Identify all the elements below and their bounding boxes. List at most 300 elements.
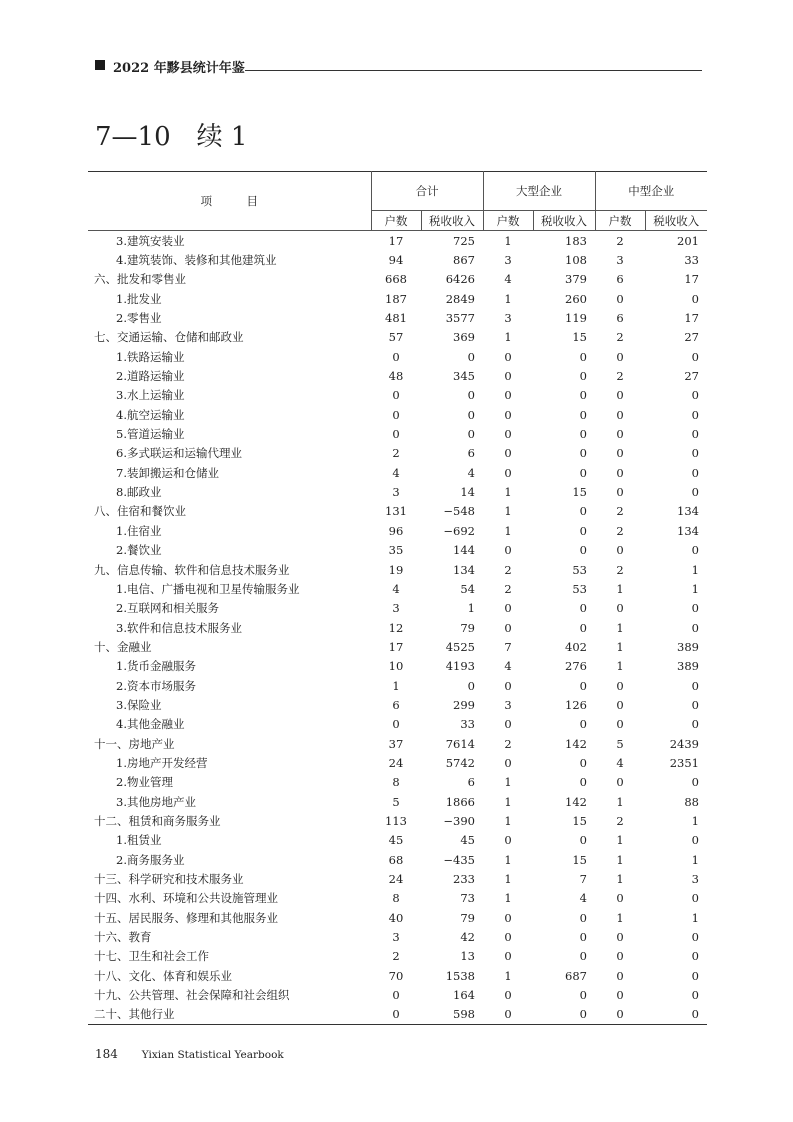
- cell-large-households: 1: [504, 523, 512, 538]
- table-row: [88, 308, 707, 327]
- cell-total-tax: 725: [453, 233, 475, 248]
- cell-medium-households: 6: [616, 272, 624, 287]
- row-label: 十九、公共管理、社会保障和社会组织: [94, 988, 290, 1003]
- table-row: [88, 405, 707, 424]
- cell-medium-tax: 0: [691, 697, 699, 712]
- cell-medium-households: 2: [616, 813, 624, 828]
- row-label: 七、交通运输、仓储和邮政业: [94, 330, 244, 345]
- table-row: [88, 792, 707, 811]
- cell-total-households: 1: [392, 678, 400, 693]
- cell-total-tax: 0: [467, 388, 475, 403]
- row-label: 1.住宿业: [116, 523, 162, 538]
- row-label: 1.批发业: [116, 291, 162, 306]
- cell-total-households: 187: [385, 291, 407, 306]
- page-footer: [95, 1047, 284, 1061]
- table-row: [88, 947, 707, 966]
- cell-large-households: 0: [504, 427, 512, 442]
- table-row: [88, 850, 707, 869]
- cell-total-households: 0: [392, 1007, 400, 1022]
- cell-large-tax: 0: [579, 678, 587, 693]
- cell-total-households: 35: [388, 543, 404, 558]
- cell-total-tax: −692: [443, 523, 475, 538]
- cell-total-tax: 7614: [445, 736, 475, 751]
- cell-medium-households: 0: [616, 968, 624, 983]
- column-header-large: 大型企业: [483, 172, 595, 211]
- cell-large-tax: 0: [579, 1007, 587, 1022]
- cell-medium-tax: 0: [691, 968, 699, 983]
- cell-large-households: 2: [504, 562, 512, 577]
- cell-medium-households: 0: [616, 446, 624, 461]
- cell-large-tax: 126: [565, 697, 587, 712]
- cell-medium-households: 1: [616, 794, 624, 809]
- cell-medium-tax: 0: [691, 717, 699, 732]
- cell-medium-tax: 1: [691, 910, 699, 925]
- table-row: [88, 289, 707, 308]
- cell-medium-households: 2: [616, 369, 624, 384]
- cell-large-households: 4: [504, 659, 512, 674]
- cell-total-households: 0: [392, 427, 400, 442]
- table-row: [88, 502, 707, 521]
- row-label: 3.水上运输业: [116, 388, 185, 403]
- cell-medium-households: 0: [616, 678, 624, 693]
- cell-medium-households: 0: [616, 485, 624, 500]
- cell-large-tax: 0: [579, 833, 587, 848]
- cell-total-households: 0: [392, 988, 400, 1003]
- table-title: 7—10 续 1: [95, 122, 248, 152]
- table-row: [88, 250, 707, 269]
- cell-total-tax: 299: [453, 697, 475, 712]
- table-row: [88, 985, 707, 1004]
- table-row: [88, 366, 707, 385]
- cell-large-households: 0: [504, 407, 512, 422]
- cell-large-households: 1: [504, 233, 512, 248]
- table-row: [88, 579, 707, 598]
- table-row: [88, 637, 707, 656]
- table-row: [88, 715, 707, 734]
- cell-large-households: 0: [504, 465, 512, 480]
- cell-total-tax: 6: [467, 775, 475, 790]
- cell-large-tax: 0: [579, 988, 587, 1003]
- table-row: [88, 927, 707, 946]
- cell-medium-tax: 27: [684, 369, 699, 384]
- row-label: 2.互联网和相关服务: [116, 601, 219, 616]
- cell-medium-tax: 0: [691, 775, 699, 790]
- row-label: 2.资本市场服务: [116, 678, 196, 693]
- cell-medium-households: 1: [616, 639, 624, 654]
- cell-large-households: 0: [504, 349, 512, 364]
- row-label: 八、住宿和餐饮业: [94, 504, 186, 519]
- cell-total-households: 19: [388, 562, 404, 577]
- cell-medium-tax: 0: [691, 930, 699, 945]
- cell-medium-households: 0: [616, 1007, 624, 1022]
- cell-large-households: 0: [504, 988, 512, 1003]
- row-label: 六、批发和零售业: [94, 272, 186, 287]
- cell-medium-households: 1: [616, 852, 624, 867]
- cell-medium-tax: 3: [691, 872, 699, 887]
- header-rule: [245, 70, 702, 71]
- cell-medium-households: 1: [616, 910, 624, 925]
- cell-large-tax: 260: [565, 291, 587, 306]
- cell-total-tax: 0: [467, 349, 475, 364]
- cell-medium-tax: 389: [677, 639, 699, 654]
- cell-large-households: 0: [504, 388, 512, 403]
- column-header-medium: 中型企业: [595, 172, 707, 211]
- cell-medium-households: 0: [616, 930, 624, 945]
- row-label: 十二、租赁和商务服务业: [94, 813, 221, 828]
- cell-large-households: 1: [504, 485, 512, 500]
- cell-large-households: 1: [504, 968, 512, 983]
- cell-total-tax: 164: [453, 988, 475, 1003]
- row-label: 4.其他金融业: [116, 717, 185, 732]
- cell-medium-tax: 2439: [669, 736, 699, 751]
- cell-total-households: 94: [388, 253, 404, 268]
- cell-large-households: 1: [504, 794, 512, 809]
- cell-medium-households: 0: [616, 775, 624, 790]
- cell-large-households: 1: [504, 330, 512, 345]
- cell-large-households: 0: [504, 755, 512, 770]
- cell-medium-households: 2: [616, 523, 624, 538]
- table-row: [88, 347, 707, 366]
- cell-medium-households: 0: [616, 427, 624, 442]
- cell-total-households: 48: [388, 369, 404, 384]
- cell-total-households: 668: [385, 272, 407, 287]
- cell-total-households: 2: [392, 949, 400, 964]
- cell-total-tax: 54: [460, 581, 475, 596]
- cell-large-tax: 142: [565, 794, 587, 809]
- cell-large-tax: 379: [565, 272, 587, 287]
- cell-total-tax: 369: [453, 330, 475, 345]
- row-label: 2.商务服务业: [116, 852, 185, 867]
- table-row: [88, 560, 707, 579]
- table-row: [88, 618, 707, 637]
- cell-medium-households: 0: [616, 349, 624, 364]
- cell-large-tax: 0: [579, 369, 587, 384]
- cell-medium-tax: 0: [691, 949, 699, 964]
- row-label: 3.建筑安装业: [116, 233, 185, 248]
- cell-large-households: 0: [504, 678, 512, 693]
- cell-large-households: 3: [504, 311, 512, 326]
- cell-total-tax: 867: [453, 253, 475, 268]
- cell-large-tax: 4: [579, 891, 587, 906]
- cell-large-tax: 15: [572, 330, 587, 345]
- cell-large-tax: 183: [565, 233, 587, 248]
- cell-medium-tax: 0: [691, 891, 699, 906]
- cell-medium-tax: 0: [691, 988, 699, 1003]
- row-label: 十八、文化、体育和娱乐业: [94, 968, 232, 983]
- cell-total-tax: 1538: [445, 968, 475, 983]
- row-label: 1.铁路运输业: [116, 349, 185, 364]
- cell-total-households: 3: [392, 485, 400, 500]
- cell-medium-households: 0: [616, 949, 624, 964]
- cell-medium-tax: 0: [691, 833, 699, 848]
- cell-total-households: 68: [388, 852, 404, 867]
- cell-medium-tax: 0: [691, 388, 699, 403]
- cell-total-tax: 42: [460, 930, 475, 945]
- cell-total-households: 4: [392, 465, 400, 480]
- table-row: [88, 386, 707, 405]
- cell-medium-households: 3: [616, 253, 624, 268]
- row-label: 十、金融业: [94, 639, 152, 654]
- cell-large-households: 0: [504, 601, 512, 616]
- cell-medium-tax: 0: [691, 427, 699, 442]
- cell-total-households: 2: [392, 446, 400, 461]
- cell-large-tax: 0: [579, 949, 587, 964]
- table-row: [88, 270, 707, 289]
- cell-total-households: 17: [388, 639, 404, 654]
- header-square-icon: [95, 60, 105, 70]
- cell-medium-tax: 1: [691, 852, 699, 867]
- cell-total-tax: 79: [460, 620, 475, 635]
- cell-large-tax: 0: [579, 388, 587, 403]
- table-row: [88, 482, 707, 501]
- table-row: [88, 463, 707, 482]
- cell-large-tax: 0: [579, 523, 587, 538]
- cell-medium-tax: 27: [684, 330, 699, 345]
- cell-large-households: 1: [504, 813, 512, 828]
- cell-large-tax: 0: [579, 910, 587, 925]
- row-label: 3.其他房地产业: [116, 794, 196, 809]
- cell-medium-tax: 0: [691, 465, 699, 480]
- cell-medium-households: 0: [616, 388, 624, 403]
- table-row: [88, 753, 707, 772]
- row-label: 1.房地产开发经营: [116, 755, 208, 770]
- cell-large-households: 0: [504, 543, 512, 558]
- column-header-item: 项 目: [88, 172, 371, 231]
- cell-medium-tax: 0: [691, 407, 699, 422]
- table-row: [88, 521, 707, 540]
- cell-total-households: 40: [388, 910, 404, 925]
- cell-medium-tax: 0: [691, 446, 699, 461]
- subheader-tax-revenue: 税收收入: [533, 211, 595, 231]
- table-row: [88, 695, 707, 714]
- cell-medium-households: 2: [616, 233, 624, 248]
- cell-medium-households: 0: [616, 988, 624, 1003]
- cell-large-households: 0: [504, 1007, 512, 1022]
- cell-large-tax: 0: [579, 620, 587, 635]
- cell-large-tax: 0: [579, 775, 587, 790]
- cell-large-tax: 119: [565, 311, 587, 326]
- cell-total-tax: −548: [443, 504, 475, 519]
- cell-total-households: 113: [385, 813, 407, 828]
- cell-total-tax: 5742: [445, 755, 475, 770]
- cell-large-households: 3: [504, 253, 512, 268]
- cell-large-households: 2: [504, 736, 512, 751]
- cell-large-households: 0: [504, 717, 512, 732]
- cell-large-tax: 0: [579, 543, 587, 558]
- cell-medium-tax: 0: [691, 291, 699, 306]
- table-row: [88, 231, 707, 251]
- row-label: 3.保险业: [116, 697, 162, 712]
- cell-medium-tax: 1: [691, 562, 699, 577]
- subheader-households: 户数: [595, 211, 645, 231]
- cell-medium-households: 0: [616, 601, 624, 616]
- cell-total-households: 8: [392, 891, 400, 906]
- cell-large-tax: 53: [572, 581, 587, 596]
- cell-medium-tax: 1: [691, 813, 699, 828]
- cell-total-tax: 6: [467, 446, 475, 461]
- cell-total-tax: −390: [443, 813, 475, 828]
- cell-large-tax: 0: [579, 407, 587, 422]
- cell-total-tax: 345: [453, 369, 475, 384]
- row-label: 2.餐饮业: [116, 543, 162, 558]
- row-label: 8.邮政业: [116, 485, 162, 500]
- cell-total-households: 3: [392, 601, 400, 616]
- row-label: 十四、水利、环境和公共设施管理业: [94, 891, 278, 906]
- cell-large-tax: 687: [565, 968, 587, 983]
- table-row: [88, 328, 707, 347]
- cell-total-households: 57: [388, 330, 404, 345]
- cell-large-tax: 0: [579, 504, 587, 519]
- table-row: [88, 966, 707, 985]
- cell-large-tax: 0: [579, 427, 587, 442]
- row-label: 3.软件和信息技术服务业: [116, 620, 242, 635]
- cell-medium-households: 1: [616, 833, 624, 848]
- table-row: [88, 444, 707, 463]
- cell-total-tax: 0: [467, 678, 475, 693]
- table-row: [88, 424, 707, 443]
- cell-total-households: 5: [392, 794, 400, 809]
- cell-large-tax: 142: [565, 736, 587, 751]
- cell-medium-households: 0: [616, 291, 624, 306]
- data-table: [88, 171, 707, 1025]
- cell-total-households: 8: [392, 775, 400, 790]
- cell-medium-tax: 33: [684, 253, 699, 268]
- cell-total-tax: 0: [467, 407, 475, 422]
- cell-medium-households: 1: [616, 872, 624, 887]
- cell-total-tax: 134: [453, 562, 475, 577]
- cell-large-households: 0: [504, 949, 512, 964]
- cell-medium-households: 1: [616, 620, 624, 635]
- cell-large-households: 0: [504, 930, 512, 945]
- cell-total-households: 0: [392, 717, 400, 732]
- cell-large-tax: 7: [579, 872, 587, 887]
- page-number: 184: [95, 1047, 118, 1061]
- cell-total-households: 0: [392, 388, 400, 403]
- cell-large-households: 2: [504, 581, 512, 596]
- cell-total-households: 131: [385, 504, 407, 519]
- cell-total-tax: 233: [453, 872, 475, 887]
- row-label: 2.零售业: [116, 311, 162, 326]
- cell-total-households: 0: [392, 349, 400, 364]
- table-row: [88, 541, 707, 560]
- cell-total-tax: 2849: [445, 291, 475, 306]
- row-label: 1.货币金融服务: [116, 659, 196, 674]
- cell-total-households: 10: [388, 659, 404, 674]
- cell-large-tax: 15: [572, 813, 587, 828]
- row-label: 1.电信、广播电视和卫星传输服务业: [116, 581, 300, 596]
- cell-medium-households: 1: [616, 581, 624, 596]
- cell-total-households: 45: [388, 833, 404, 848]
- table-row: [88, 869, 707, 888]
- table-row: [88, 831, 707, 850]
- cell-large-tax: 276: [565, 659, 587, 674]
- cell-medium-tax: 0: [691, 543, 699, 558]
- subheader-tax-revenue: 税收收入: [421, 211, 483, 231]
- cell-total-tax: 13: [460, 949, 475, 964]
- cell-large-tax: 0: [579, 755, 587, 770]
- cell-large-households: 1: [504, 504, 512, 519]
- cell-total-households: 24: [388, 872, 404, 887]
- table-body: [88, 231, 707, 1025]
- cell-large-households: 0: [504, 369, 512, 384]
- header-title: 2022 年黟县统计年鉴: [113, 61, 245, 76]
- row-label: 十七、卫生和社会工作: [94, 949, 209, 964]
- column-header-total: 合计: [371, 172, 483, 211]
- cell-large-households: 4: [504, 272, 512, 287]
- cell-medium-tax: 0: [691, 620, 699, 635]
- cell-large-tax: 0: [579, 465, 587, 480]
- cell-total-tax: 4193: [445, 659, 475, 674]
- cell-total-tax: 1866: [445, 794, 475, 809]
- cell-total-tax: 79: [460, 910, 475, 925]
- cell-medium-tax: 389: [677, 659, 699, 674]
- cell-large-households: 1: [504, 852, 512, 867]
- subheader-tax-revenue: 税收收入: [645, 211, 707, 231]
- cell-total-households: 3: [392, 930, 400, 945]
- cell-total-tax: 4525: [445, 639, 475, 654]
- cell-total-households: 17: [388, 233, 404, 248]
- cell-medium-tax: 0: [691, 601, 699, 616]
- cell-total-households: 6: [392, 697, 400, 712]
- cell-medium-households: 5: [616, 736, 624, 751]
- cell-large-tax: 108: [565, 253, 587, 268]
- cell-medium-tax: 134: [677, 504, 699, 519]
- cell-medium-tax: 0: [691, 349, 699, 364]
- cell-medium-households: 1: [616, 659, 624, 674]
- cell-total-tax: 33: [460, 717, 475, 732]
- cell-large-tax: 0: [579, 446, 587, 461]
- row-label: 九、信息传输、软件和信息技术服务业: [94, 562, 290, 577]
- row-label: 4.建筑装饰、装修和其他建筑业: [116, 253, 277, 268]
- table-row: [88, 657, 707, 676]
- cell-medium-households: 0: [616, 543, 624, 558]
- cell-large-households: 1: [504, 891, 512, 906]
- cell-medium-tax: 134: [677, 523, 699, 538]
- cell-total-tax: 73: [460, 891, 475, 906]
- cell-large-households: 0: [504, 620, 512, 635]
- cell-medium-tax: 17: [684, 272, 699, 287]
- cell-total-households: 0: [392, 407, 400, 422]
- cell-medium-tax: 1: [691, 581, 699, 596]
- table-row: [88, 908, 707, 927]
- cell-large-tax: 0: [579, 349, 587, 364]
- cell-large-tax: 15: [572, 485, 587, 500]
- row-label: 十五、居民服务、修理和其他服务业: [94, 910, 278, 925]
- cell-total-households: 24: [388, 755, 404, 770]
- cell-total-households: 70: [388, 968, 404, 983]
- cell-total-tax: 45: [460, 833, 475, 848]
- cell-medium-households: 0: [616, 697, 624, 712]
- table-row: [88, 599, 707, 618]
- table-row: [88, 773, 707, 792]
- cell-total-households: 96: [388, 523, 404, 538]
- row-label: 6.多式联运和运输代理业: [116, 446, 242, 461]
- cell-large-households: 0: [504, 833, 512, 848]
- cell-medium-tax: 2351: [669, 755, 699, 770]
- cell-total-tax: 1: [467, 601, 475, 616]
- cell-medium-households: 4: [616, 755, 624, 770]
- cell-large-households: 0: [504, 446, 512, 461]
- cell-large-tax: 0: [579, 601, 587, 616]
- cell-total-tax: 14: [460, 485, 475, 500]
- page-header: [95, 58, 702, 74]
- cell-medium-households: 2: [616, 504, 624, 519]
- cell-medium-tax: 201: [677, 233, 699, 248]
- cell-medium-households: 2: [616, 330, 624, 345]
- yearbook-name: Yixian Statistical Yearbook: [141, 1049, 284, 1061]
- row-label: 十六、教育: [94, 930, 152, 945]
- cell-total-tax: 6426: [445, 272, 475, 287]
